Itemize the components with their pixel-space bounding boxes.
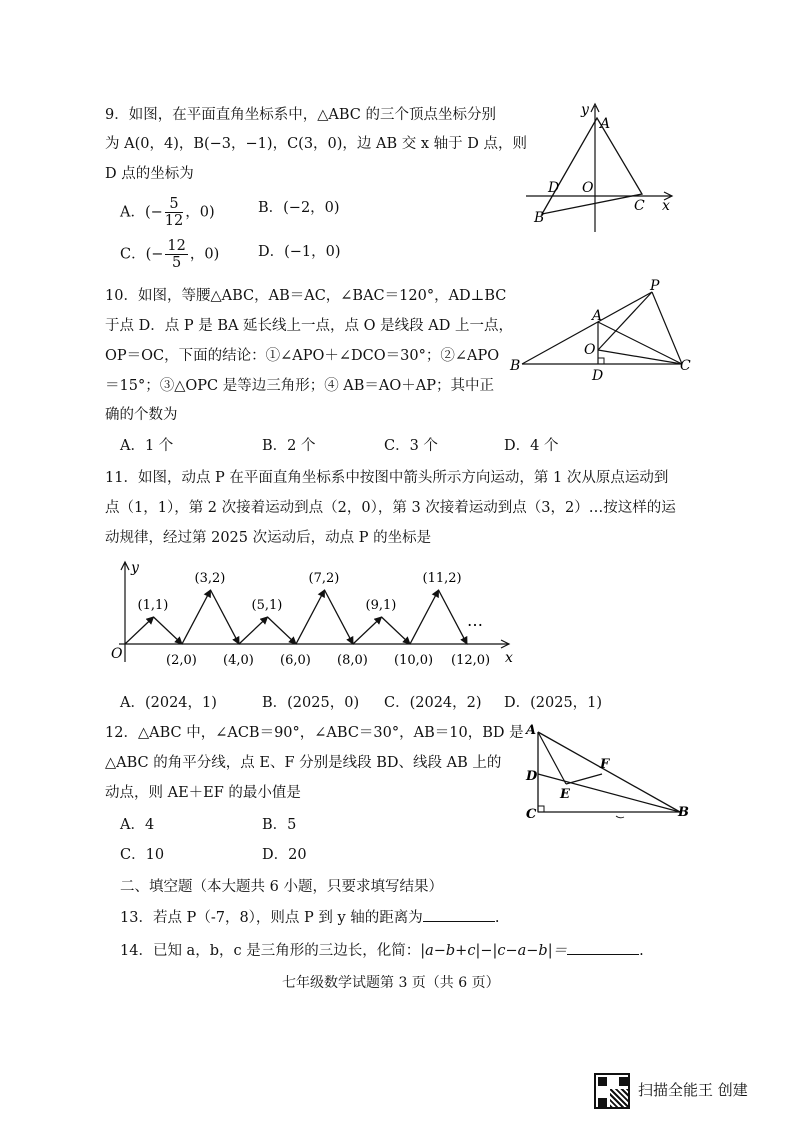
q11-fig-label-x: x <box>505 650 513 666</box>
q9-option-c-label: C．(− <box>120 246 164 263</box>
q10-figure <box>508 274 698 386</box>
q12-fig-label-e: E <box>560 787 570 802</box>
scanner-watermark: 扫描全能王 创建 <box>638 1081 748 1099</box>
q9-line-2: 为 A(0，4)，B(−3，−1)，C(3，0)，边 AB 交 x 轴于 D 点，则 <box>105 136 528 152</box>
q11-peak-label: (3,2) <box>194 571 226 586</box>
q11-line-2: 点（1，1），第 2 次接着运动到点（2，0），第 3 次接着运动到点（3，2）…按这样的运 <box>105 500 676 516</box>
q9-option-c-tail: ，0) <box>189 246 220 263</box>
page-footer: 七年级数学试题第 3 页（共 6 页） <box>282 975 500 991</box>
q12-line-1: 12．△ABC 中，∠ACB＝90°，∠ABC＝30°，AB＝10，BD 是 <box>105 725 524 741</box>
q12-line-2: △ABC 的角平分线，点 E、F 分别是线段 BD、线段 AB 上的 <box>105 755 502 771</box>
q14-answer-blank[interactable] <box>567 940 639 955</box>
q11-option-c: C．(2024，2) <box>384 695 482 711</box>
q9-fig-label-a: A <box>600 116 611 132</box>
q12-line-3: 动点，则 AE＋EF 的最小值是 <box>105 785 301 801</box>
q13-answer-blank[interactable] <box>423 907 495 922</box>
q9-fig-label-x: x <box>662 198 670 214</box>
q10-line-2: 于点 D．点 P 是 BA 延长线上一点，点 O 是线段 AD 上一点， <box>105 318 513 334</box>
q11-path-segment <box>325 590 354 644</box>
q11-bottom-label: (2,0) <box>166 653 197 668</box>
q14-text: 14．已知 a，b，c 是三角形的三边长，化简： <box>120 943 421 959</box>
qr-code-icon <box>594 1073 630 1109</box>
q12-fig-label-f: F <box>600 757 610 772</box>
q11-bottom-label: (10,0) <box>394 653 434 668</box>
q11-path-segment <box>296 590 325 644</box>
section-2-heading: 二、填空题（本大题共 6 小题，只要求填写结果） <box>120 879 443 895</box>
q11-bottom-labels <box>166 653 490 668</box>
q10-fig-label-d: D <box>592 368 604 384</box>
q12-fig-label-c: C <box>526 807 537 822</box>
q11-path-segment <box>125 617 154 644</box>
q9-option-c-fraction <box>165 238 187 271</box>
q9-option-a-numerator: 5 <box>165 196 183 213</box>
q9-line-1: 9．如图，在平面直角坐标系中，△ABC 的三个顶点坐标分别 <box>105 107 496 123</box>
q10-line-5: 确的个数为 <box>105 407 178 423</box>
q11-path-segment <box>268 617 297 644</box>
q11-path-segment <box>382 617 411 644</box>
q9-option-a-tail: ，0) <box>185 204 215 221</box>
q11-line-3: 动规律，经过第 2025 次运动后，动点 P 的坐标是 <box>105 530 432 546</box>
q10-line-4: ＝15°；③△OPC 是等边三角形；④ AB＝AO＋AP；其中正 <box>105 378 495 394</box>
q13-text: 13．若点 P（-7，8），则点 P 到 y 轴的距离为 <box>120 910 423 926</box>
q9-option-c <box>120 238 219 271</box>
q9-fig-label-c: C <box>634 198 645 214</box>
q11-option-b: B．(2025，0) <box>262 695 360 711</box>
q11-peak-label: (7,2) <box>308 571 340 586</box>
q10-fig-label-p: P <box>650 278 660 294</box>
q11-bottom-label: (12,0) <box>451 653 491 668</box>
q10-line-1: 10．如图，等腰△ABC，AB＝AC，∠BAC＝120°，AD⊥BC <box>105 288 507 304</box>
q12-figure <box>520 724 700 826</box>
q12-fig-label-b: B <box>678 805 689 820</box>
q14-expression: |a−b+c|−|c−a−b|＝ <box>420 943 568 959</box>
q11-bottom-label: (6,0) <box>280 653 311 668</box>
q11-fig-label-y: y <box>131 560 139 576</box>
q11-peak-label: (11,2) <box>422 571 462 586</box>
q13-end: . <box>494 910 500 926</box>
q10-line-3: OP＝OC，下面的结论：①∠APO＋∠DCO＝30°；②∠APO <box>105 348 500 364</box>
q10-fig-label-b: B <box>510 358 521 374</box>
q11-bottom-label: (4,0) <box>223 653 254 668</box>
q11-path-segment <box>439 590 468 644</box>
q10-fig-label-c: C <box>680 358 691 374</box>
q10-option-d: D．4 个 <box>504 438 559 454</box>
q11-path <box>125 590 467 644</box>
q11-figure <box>105 558 515 670</box>
q9-option-c-denominator: 5 <box>172 255 182 271</box>
q11-path-segment <box>154 617 183 644</box>
q12-fig-label-a: A <box>526 723 537 738</box>
q11-option-d: D．(2025，1) <box>504 695 603 711</box>
q9-fig-label-d: D <box>548 180 560 196</box>
q14 <box>120 940 644 961</box>
q11-path-segment <box>182 590 211 644</box>
q11-path-segment <box>410 590 439 644</box>
q10-option-b: B．2 个 <box>262 438 316 454</box>
q9-option-a-label: A．(− <box>120 204 163 221</box>
q11-peak-labels <box>138 571 462 613</box>
q10-option-c: C．3 个 <box>384 438 438 454</box>
q10-fig-label-o: O <box>584 342 596 358</box>
q12-option-c: C．10 <box>120 847 165 863</box>
q11-bottom-label: (8,0) <box>337 653 368 668</box>
q11-path-segment <box>353 617 382 644</box>
q11-path-segment <box>239 617 268 644</box>
q9-option-a-fraction <box>165 196 183 229</box>
q11-line-1: 11．如图，动点 P 在平面直角坐标系中按图中箭头所示方向运动，第 1 次从原点运动到 <box>105 470 669 486</box>
q11-peak-label: (9,1) <box>365 598 397 613</box>
q9-figure <box>520 98 690 238</box>
q9-option-a <box>120 196 215 229</box>
q9-option-c-numerator: 12 <box>167 238 186 254</box>
q11-path-segment <box>211 590 240 644</box>
q14-end: . <box>639 943 644 959</box>
q12-option-a: A．4 <box>120 817 155 833</box>
q12-option-b: B．5 <box>262 817 297 833</box>
q9-fig-label-y: y <box>581 102 589 118</box>
q13 <box>120 907 499 928</box>
q9-line-3: D 点的坐标为 <box>105 166 194 182</box>
q9-option-d: D．(−1，0) <box>258 244 341 260</box>
q12-fig-label-d: D <box>526 769 538 784</box>
q11-option-a: A．(2024，1) <box>120 695 217 711</box>
q12-option-d: D．20 <box>262 847 307 863</box>
q9-option-a-denominator: 12 <box>164 213 184 229</box>
q11-fig-ellipsis: … <box>467 611 483 630</box>
q9-fig-label-o: O <box>582 180 594 196</box>
q10-option-a: A．1 个 <box>120 438 174 454</box>
q9-option-b: B．(−2，0) <box>258 200 340 216</box>
q9-fig-label-b: B <box>534 210 545 226</box>
q11-peak-label: (1,1) <box>137 598 169 613</box>
q11-peak-label: (5,1) <box>251 598 283 613</box>
q10-fig-label-a: A <box>592 308 603 324</box>
q11-fig-label-o: O <box>111 646 123 662</box>
